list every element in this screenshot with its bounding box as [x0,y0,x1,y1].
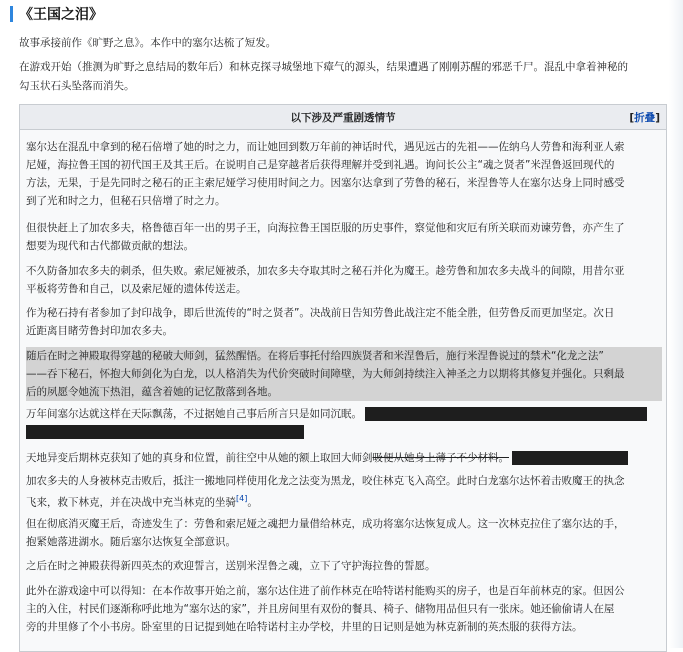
spoiler-paragraph-5-highlighted [26,347,662,401]
spoiler-paragraph-8 [26,472,662,512]
heading-accent-bar [10,6,13,22]
p7-strikethrough-text: 吸便从她身上薄子不少材料。 [372,452,509,464]
spoiler-paragraph-1 [26,138,662,210]
p1-line: 到了光和时之力，但秘石只倍增了时之力。 [26,195,226,207]
spoiler-paragraph-6 [26,405,662,441]
spoiler-paragraph-4 [26,304,662,340]
spoiler-paragraph-3 [26,262,662,298]
intro-paragraph-2 [19,58,669,96]
p5-line: 后的夙愿令她流下热泪，蕴含着她的记忆散落到各地。 [26,386,278,398]
spoiler-paragraph-7 [26,449,662,467]
p6-text: 万年间塞尔达就这样在天际飘荡，不过据她自己事后所言只是如同沉眠。 [26,408,362,420]
intro-p2-line-1: 在游戏开始（推测为旷野之息结局的数年后）和林克探寻城堡地下瘴气的源头，结果遭遇了刚刚苏醒的邪恶千尸。混乱中拿着神秘的 [19,61,628,73]
p1-line: 方法，无果，于是先同时之秘石的正主索尼娅学习使用时间之力。因塞尔达拿到了劳鲁的秘石，米涅鲁等人在塞尔达身上同时感受 [26,177,625,189]
toggle-bracket-close: ] [655,112,660,124]
spoiler-paragraph-11 [26,582,662,636]
p3-line: 平板将劳鲁和自己，以及索尼娅的遗体传送走。 [26,283,247,295]
p11-line: 旁的井里修了个小书房。卧室里的日记提到她在哈特诺村主办学校，井里的日记则是她为林克新制的英杰服的获得方法。 [26,621,583,633]
p8-line: 加农多夫的人身被林克击败后，抵注一搬地同样使用化龙之法变为黑龙，咬住林克飞入高空。此时白龙塞尔达怀着击败魔王的执念 [26,475,625,487]
citation-ref-4[interactable]: [4] [236,494,248,503]
p5-line: ——吞下秘石，怀抱大师剑化为白龙，以人格消失为代价突破时间障壁，为大师剑持续注入神圣之力以期将其修复并强化。只剩最 [26,368,625,380]
collapse-toggle[interactable] [629,110,660,125]
intro-p2-line-2: 勾玉状石头坠落而消失。 [19,80,135,92]
p9-line: 但在彻底消灭魔王后，奇迹发生了：劳鲁和索尼娅之魂把力量借给林克，成功将塞尔达恢复成人。这一次林克拉住了塞尔达的手， [26,518,625,530]
spoiler-paragraph-10: 之后在时之神殿获得新四英杰的欢迎誓言，送别米涅鲁之魂，立下了守护海拉鲁的誓愿。 [26,560,436,572]
redaction-bar [365,407,647,421]
intro-paragraph-1: 故事承接前作《旷野之息》。本作中的塞尔达梳了短发。 [19,37,277,49]
section-title: 《王国之泪》 [19,7,103,23]
redaction-bar [26,425,304,439]
spoiler-heading: 以下涉及严重剧透情节 [290,111,396,124]
toggle-bracket-open: [ [629,112,635,124]
p1-line: 塞尔达在混乱中拿到的秘石倍增了她的时之力，而让她回到数万年前的神话时代，遇见远古的先祖——佐纳乌人劳鲁和海利亚人索 [26,141,625,153]
p8-line: 飞来，救下林克，并在决战中充当林克的坐骑 [26,496,236,509]
p3-line: 不久防备加农多夫的刺杀，但失败。索尼娅被杀，加农多夫夺取其时之秘石并化为魔王。趁劳鲁和加农多夫战斗的间隙，用昔尔亚 [26,265,625,277]
p7-text: 天地异变后期林克获知了她的真身和位置，前往空中从她的额上取回大师剑 [26,452,373,464]
p4-line: 近距离目睹劳鲁封印加农多夫。 [26,325,173,337]
p4-line: 作为秘石持有者参加了封印战争，即后世流传的“时之贤者”。决战前日告知劳鲁此战注定不能全胜，但劳鲁反而更加坚定。次日 [26,307,615,319]
p9-line: 抱紧她落进湖水。随后塞尔达恢复全部意识。 [26,536,236,548]
spoiler-header [20,105,666,130]
p11-line: 此外在游戏途中可以得知：在本作故事开始之前，塞尔达住进了前作林克在哈特诺村能购买的房子，也是百年前林克的家。但因公 [26,585,625,597]
p8-end: 。 [247,496,258,509]
p11-line: 主的入住，村民们逐渐称呼此地为“塞尔达的家”，并且房间里有双份的餐具、椅子、储物用品但只有一张床。她还偷偷请人在屋 [26,603,615,615]
p2-line: 想要为现代和古代都做贡献的想法。 [26,240,194,252]
spoiler-box [19,104,667,652]
p2-line: 但很快赶上了加农多夫，格鲁德百年一出的男子王，向海拉鲁王国臣服的历史事件，察觉他和灾厄有所关联而劝谏劳鲁，亦产生了 [26,222,625,234]
collapse-link[interactable]: 折叠 [634,112,656,124]
p1-line: 尼娅，海拉鲁王国的初代国王及其王后。在说明自己是穿越者后获得理解并受到礼遇。询问长公主“魂之贤者”米涅鲁返回现代的 [26,159,615,171]
section-heading [10,4,103,24]
page-edge-strip [669,0,683,648]
p5-line: 随后在时之神殿取得穿越的秘破大师剑，猛然醒悟。在将后事托付给四族贤者和米涅鲁后，施行米涅鲁说过的禁术“化龙之法” [26,350,604,362]
spoiler-paragraph-9 [26,515,662,551]
redaction-bar [512,451,628,465]
spoiler-paragraph-2 [26,219,662,255]
